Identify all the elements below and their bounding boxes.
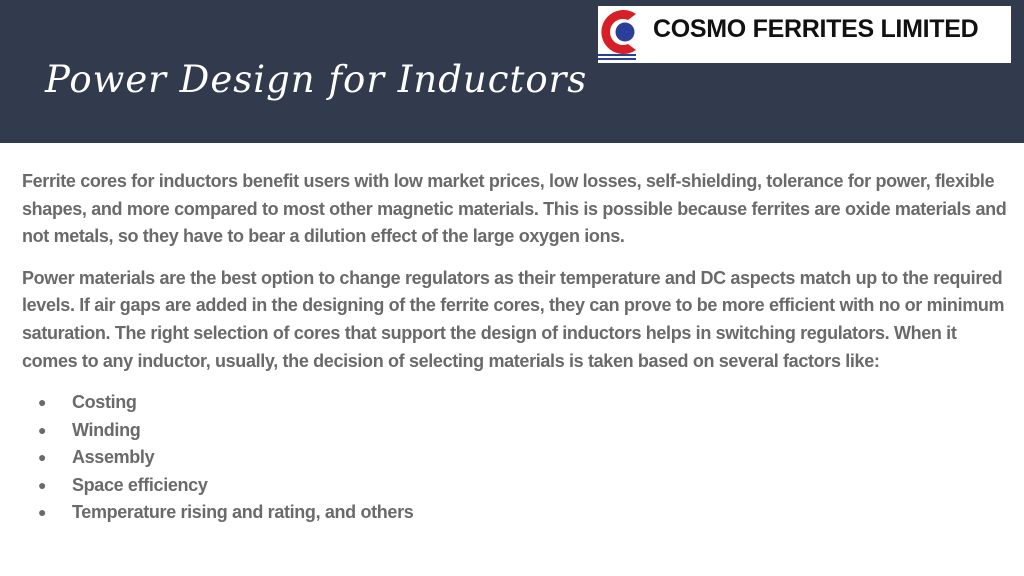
list-item bbox=[22, 444, 1007, 472]
bullet-icon: ● bbox=[38, 394, 47, 411]
list-item bbox=[22, 417, 1007, 445]
paragraph-power-materials: Power materials are the best option to change regulators as their temperature and DC aspects match up to the required levels. If air gaps are added in the designing of the ferrite cores, they can prove to be more efficient with no or minimum saturation. The right selection of cores that support the design of inductors helps in switching regulators. When it comes to any inductor, usually, the decision of selecting materials is taken based on several factors like: bbox=[22, 267, 1005, 371]
list-item bbox=[22, 389, 1007, 417]
bullet-icon: ● bbox=[38, 476, 47, 493]
bullet-icon: ● bbox=[38, 421, 47, 438]
list-item-label: Winding bbox=[72, 419, 141, 440]
list-item-label: Temperature rising and rating, and others bbox=[72, 502, 414, 523]
list-item bbox=[22, 472, 1007, 500]
list-item-label: Space efficiency bbox=[72, 474, 208, 495]
bullet-icon: ● bbox=[38, 504, 47, 521]
cosmo-logo-icon bbox=[598, 6, 642, 63]
logo-text: COSMO FERRITES LIMITED bbox=[653, 15, 979, 43]
bullet-icon: ● bbox=[38, 449, 47, 466]
paragraph-intro: Ferrite cores for inductors benefit users with low market prices, low losses, self-shielding, tolerance for power, flexible shapes, and more compared to most other magnetic materials. This is possible because ferrites are oxide materials and not metals, so they have to bear a dilution effect of the large oxygen ions. bbox=[22, 171, 1007, 247]
factors-list bbox=[22, 389, 1007, 527]
slide-body bbox=[22, 168, 1007, 527]
list-item bbox=[22, 499, 1007, 527]
list-item-label: Costing bbox=[72, 392, 137, 413]
slide-title: Power Design for Inductors bbox=[45, 58, 588, 101]
company-logo bbox=[598, 6, 1011, 63]
list-item-label: Assembly bbox=[72, 447, 155, 468]
header-bar bbox=[0, 0, 1024, 143]
